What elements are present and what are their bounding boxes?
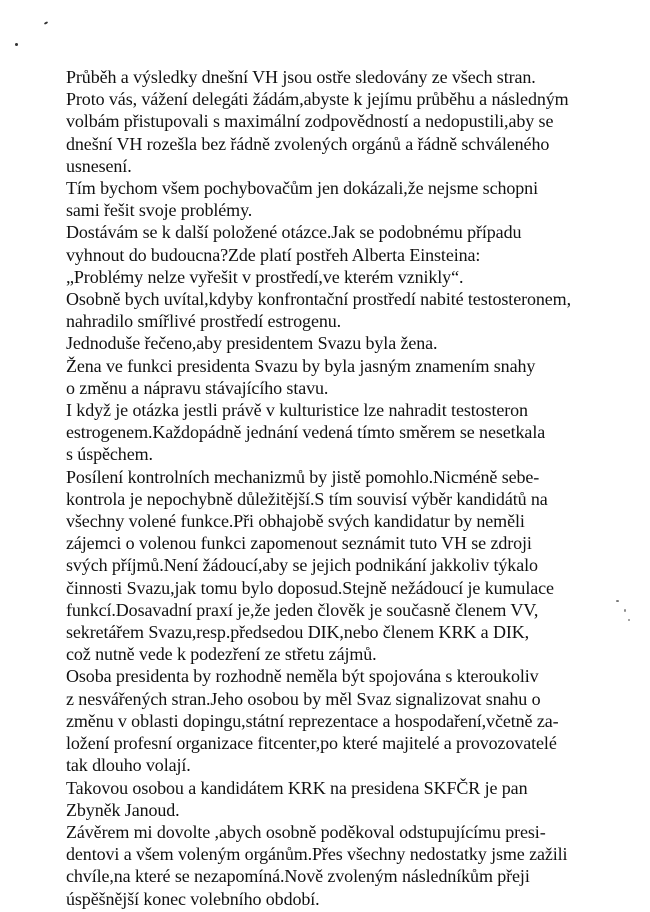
text-line: z nesvářených stran.Jeho osobou by měl Svaz signalizovat snahu o: [66, 688, 541, 709]
text-line: Proto vás, vážení delegáti žádám,abyste k jejímu průběhu a následným: [66, 89, 569, 110]
text-line: Závěrem mi dovolte ,abych osobně poděkoval odstupujícímu presi-: [66, 821, 546, 842]
text-line: všechny volené funkce.Při obhajobě svých kandidatur by neměli: [66, 511, 525, 532]
scan-speck: [15, 43, 18, 46]
text-line: Takovou osobou a kandidátem KRK na presidena SKFČR je pan: [66, 777, 528, 798]
scan-speck: [44, 21, 48, 25]
text-line: dentovi a všem voleným orgánům.Přes všechny nedostatky jsme zažili: [66, 844, 568, 865]
text-line: což nutně vede k podezření ze střetu zájmů.: [66, 644, 377, 665]
text-line: Osobně bych uvítal,kdyby konfrontační prostředí nabité testosteronem,: [66, 289, 571, 310]
text-line: vyhnout do budoucna?Zde platí postřeh Alberta Einsteina:: [66, 244, 481, 265]
text-line: sekretářem Svazu,resp.předsedou DIK,nebo členem KRK a DIK,: [66, 622, 530, 643]
text-line: tak dlouho volají.: [66, 755, 191, 776]
text-line: dnešní VH rozešla bez řádně zvolených orgánů a řádně schváleného: [66, 133, 550, 154]
text-line: Posílení kontrolních mechanizmů by jistě pomohlo.Nicméně sebe-: [66, 466, 540, 487]
document-body: [66, 66, 636, 910]
text-line: Osoba presidenta by rozhodně neměla být spojována s kteroukoliv: [66, 666, 539, 687]
text-line: o změnu a nápravu stávajícího stavu.: [66, 377, 329, 398]
text-line: ložení profesní organizace fitcenter,po které majitelé a provozovatelé: [66, 733, 557, 754]
text-line: Průběh a výsledky dnešní VH jsou ostře sledovány ze všech stran.: [66, 67, 536, 87]
text-line: zájemci o volenou funkci zapomenout seznámit tuto VH se zdroji: [66, 533, 532, 554]
text-line: s úspěchem.: [66, 444, 153, 465]
text-line: úspěšnější konec volebního období.: [66, 888, 320, 909]
text-line: volbám přistupovali s maximální zodpovědností a nedopustili,aby se: [66, 111, 554, 132]
text-line: Jednoduše řečeno,aby presidentem Svazu byla žena.: [66, 333, 438, 354]
text-line: činnosti Svazu,jak tomu bylo doposud.Stejně nežádoucí je kumulace: [66, 577, 554, 598]
text-line: usnesení.: [66, 155, 132, 176]
text-line: nahradilo smířlivé prostředí estrogenu.: [66, 311, 342, 332]
text-line: Zbyněk Janoud.: [66, 799, 180, 820]
text-line: chvíle,na které se nezapomíná.Nově zvoleným následníkům přeji: [66, 866, 530, 887]
text-line: estrogenem.Každopádně jednání vedená tímto směrem se nesetkala: [66, 422, 546, 443]
text-line: Tím bychom všem pochybovačům jen dokázali,že nejsme schopni: [66, 178, 538, 199]
text-line: změnu v oblasti dopingu,státní reprezentace a hospodaření,včetně za-: [66, 710, 559, 731]
text-line: I když je otázka jestli právě v kulturistice lze nahradit testosteron: [66, 400, 528, 421]
text-line: svých příjmů.Není žádoucí,aby se jejich podnikání jakkoliv týkalo: [66, 555, 538, 576]
text-line: „Problémy nelze vyřešit v prostředí,ve kterém vznikly“.: [66, 266, 464, 287]
text-line: Dostávám se k další položené otázce.Jak se podobnému případu: [66, 222, 522, 243]
text-line: kontrola je nepochybně důležitější.S tím souvisí výběr kandidátů na: [66, 488, 548, 509]
text-line: funkcí.Dosavadní praxí je,že jeden člověk je současně členem VV,: [66, 599, 539, 620]
text-line: Žena ve funkci presidenta Svazu by byla jasným znamením snahy: [66, 355, 536, 376]
text-line: sami řešit svoje problémy.: [66, 200, 253, 221]
